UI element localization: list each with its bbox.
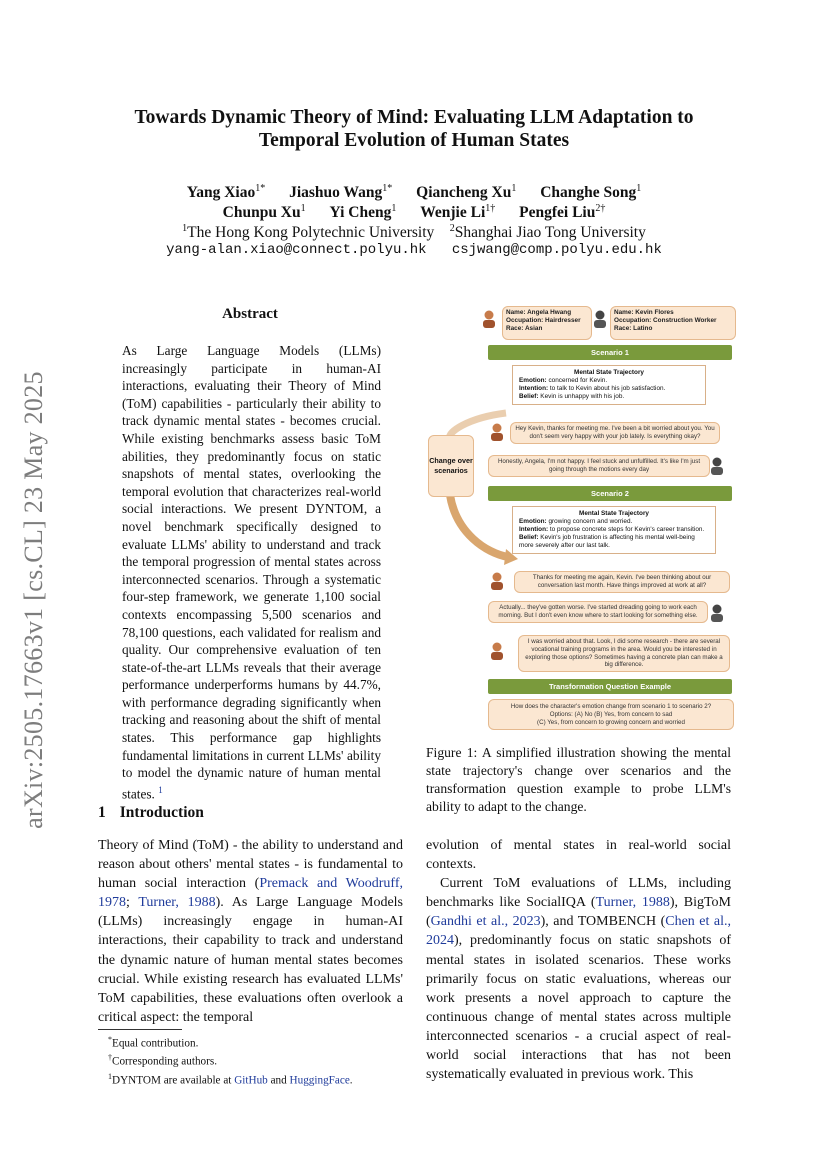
transformation-question-bar: Transformation Question Example	[488, 679, 732, 694]
author: Wenjie $Li^{1\dagger}$	[420, 203, 496, 222]
man-avatar-icon	[591, 309, 609, 329]
author: Chunpu Xu$^1$	[222, 203, 306, 222]
emails	[0, 240, 828, 260]
figure-caption: Figure 1: A simplified illustration showing the mental state trajectory's change over scenarios and the transformation question example to probe LLM's ability to adapt to the change.	[426, 745, 731, 814]
title-line-2: Temporal Evolution of Human States	[258, 130, 570, 151]
intro-right-column: evolution of mental states in real-world social contexts. Current ToM evaluations of LLMs, including benchmarks like SocialIQA (Turner, 1988), BigToM (Gandhi et al., 2023), and TOMBENCH (Chen et al., 2024), predominantly focus on static snapshots of mental states in isolated scenarios. These works primarily focus on static evaluations, whereas our work presents a novel approach to capture the continuous change of mental states across multiple interconnected scenarios - a crucial aspect of real-world social interactions that has not been systematically evaluated in previous work. This	[426, 838, 732, 1083]
author: Yi Cheng$^1$	[329, 203, 397, 222]
scenario-2-bar: Scenario 2	[488, 486, 732, 501]
author: Pengfei Liu$^{2\dagger}$	[519, 203, 606, 222]
affiliations: $^1$The Hong Kong Polytechnic University $^2$Shanghai Jiao Tong University	[182, 223, 646, 242]
change-over-scenarios-box: Change over scenarios	[428, 435, 474, 497]
persona-card-angela: Name: Angela Hwang Occupation: Hairdresser Race: Asian	[502, 306, 592, 340]
citation-link[interactable]: Turner, 1988	[595, 895, 670, 911]
woman-avatar-icon	[488, 422, 506, 442]
intro-left-column: Theory of Mind (ToM) - the ability to understand and reason about others' mental states - is fundamental to human social interaction (Premack and Woodruff, 1978; Turner, 1988). As Large Language Models (LLMs) increasingly engage in human-AI interactions, their capability to track and understand the dynamic nature of human mental states becomes crucial. While existing research has evaluated LLMs' ToM capabilities, these evaluations often overlook a critical aspect: the temporal	[98, 838, 404, 1025]
citation-link[interactable]: Premack and Woodruff, 1978	[98, 876, 403, 911]
figure-1	[426, 303, 735, 735]
abstract-text: As Large Language Models (LLMs) increasingly participate in human-AI interactions, evaluating their Theory of Mind (ToM) capabilities - particularly their ability to track dynamic mental states - becomes crucial. While existing benchmarks assess basic ToM abilities, they predominantly focus on static snapshots of mental states, overlooking the temporal evolution that characterizes real-world social interactions. We present DYNTOM, a novel benchmark specifically designed to evaluate LLMs' ability to understand and track the temporal progression of mental states across interconnected scenarios. Through a systematic four-step framework, we generate 1,100 social contexts encompassing 5,500 scenarios and 78,100 questions, each validated for realism and quality. Our comprehensive evaluation of ten state-of-the-art LLMs reveals that their average performance underperforms humans by 44.7%, with performance degrading significantly when tracking and reasoning about the shift of mental states. This performance gap highlights fundamental limitations in current LLMs' ability to model the dynamic nature of human mental states. $^1$	[122, 343, 381, 802]
man-avatar-icon	[708, 456, 726, 476]
transformation-question-box: How does the character's emotion change from scenario 1 to scenario 2? Options: (A) No (B) Yes, from concern to sad (C) Yes, from concern to growing concern and worried	[488, 699, 734, 730]
author: Changhe Song$^1$	[540, 183, 642, 202]
dialogue-bubble-kevin: Honestly, Angela, I'm not happy. I feel stuck and unfulfilled. It's like I'm just going through the motions every day	[488, 455, 710, 477]
woman-avatar-icon	[488, 571, 506, 591]
scenario-1-bar: Scenario 1	[488, 345, 732, 360]
citation-link[interactable]: Turner, 1988	[138, 895, 216, 911]
author: Jiashuo Wang$^{1*}$	[289, 183, 393, 202]
footnote-rule	[98, 1029, 182, 1030]
author: Qiancheng Xu$^1$	[416, 183, 517, 202]
arxiv-sidebar	[14, 355, 54, 845]
woman-avatar-icon	[480, 309, 498, 329]
paper-title	[0, 106, 828, 152]
persona-card-kevin: Name: Kevin Flores Occupation: Construction Worker Race: Latino	[610, 306, 736, 340]
citation-link[interactable]: Chen et al., 2024	[426, 914, 732, 949]
dialogue-bubble-kevin: Actually... they've gotten worse. I've started dreading going to work each morning. But I don't even know where to start looking for something else.	[488, 601, 708, 623]
mental-state-trajectory-1: Mental State Trajectory Emotion: concerned for Kevin. Intention: to talk to Kevin about his job satisfaction. Belief: Kevin is unhappy with his job.	[512, 365, 706, 405]
man-avatar-icon	[708, 603, 726, 623]
author: Yang Xiao$^{1*}$	[186, 183, 266, 202]
email: yang-alan.xiao@connect.polyu.hk	[166, 242, 427, 258]
mental-state-trajectory-2: Mental State Trajectory Emotion: growing concern and worried. Intention: to propose concrete steps for Kevin's career transition. Belief: Kevin's job frustration is affecting his mental well-being more severely after our last talk.	[512, 506, 716, 554]
citation-link[interactable]: Gandhi et al., 2023	[430, 914, 541, 930]
woman-avatar-icon	[488, 641, 506, 661]
huggingface-link[interactable]: HuggingFace	[289, 1074, 350, 1087]
dialogue-bubble-angela: Thanks for meeting me again, Kevin. I've been thinking about our conversation last month. Have things improved at work at all?	[514, 571, 730, 593]
arxiv-id: arXiv:2505.17663v1 [cs.CL] 23 May 2025	[19, 371, 48, 829]
title-line-1: Towards Dynamic Theory of Mind: Evaluating LLM Adaptation to	[134, 107, 694, 128]
section-heading: 1 Introduction	[98, 804, 204, 821]
dialogue-bubble-angela: I was worried about that. Look, I did some research - there are several vocational training programs in the area. Would you be interested in exploring those options? Sometimes having a concrete plan can make a big difference.	[518, 635, 730, 672]
abstract-heading: Abstract	[222, 306, 278, 322]
email: csjwang@comp.polyu.edu.hk	[451, 242, 662, 258]
github-link[interactable]: GitHub	[234, 1074, 268, 1087]
dialogue-bubble-angela: Hey Kevin, thanks for meeting me. I've been a bit worried about you. You don't seem very happy with your job lately. Is everything okay?	[510, 422, 720, 444]
footnotes: *Equal contribution. †Corresponding authors. $^1$DYNTOM are available at GitHub and HuggingFace.	[108, 1035, 353, 1087]
